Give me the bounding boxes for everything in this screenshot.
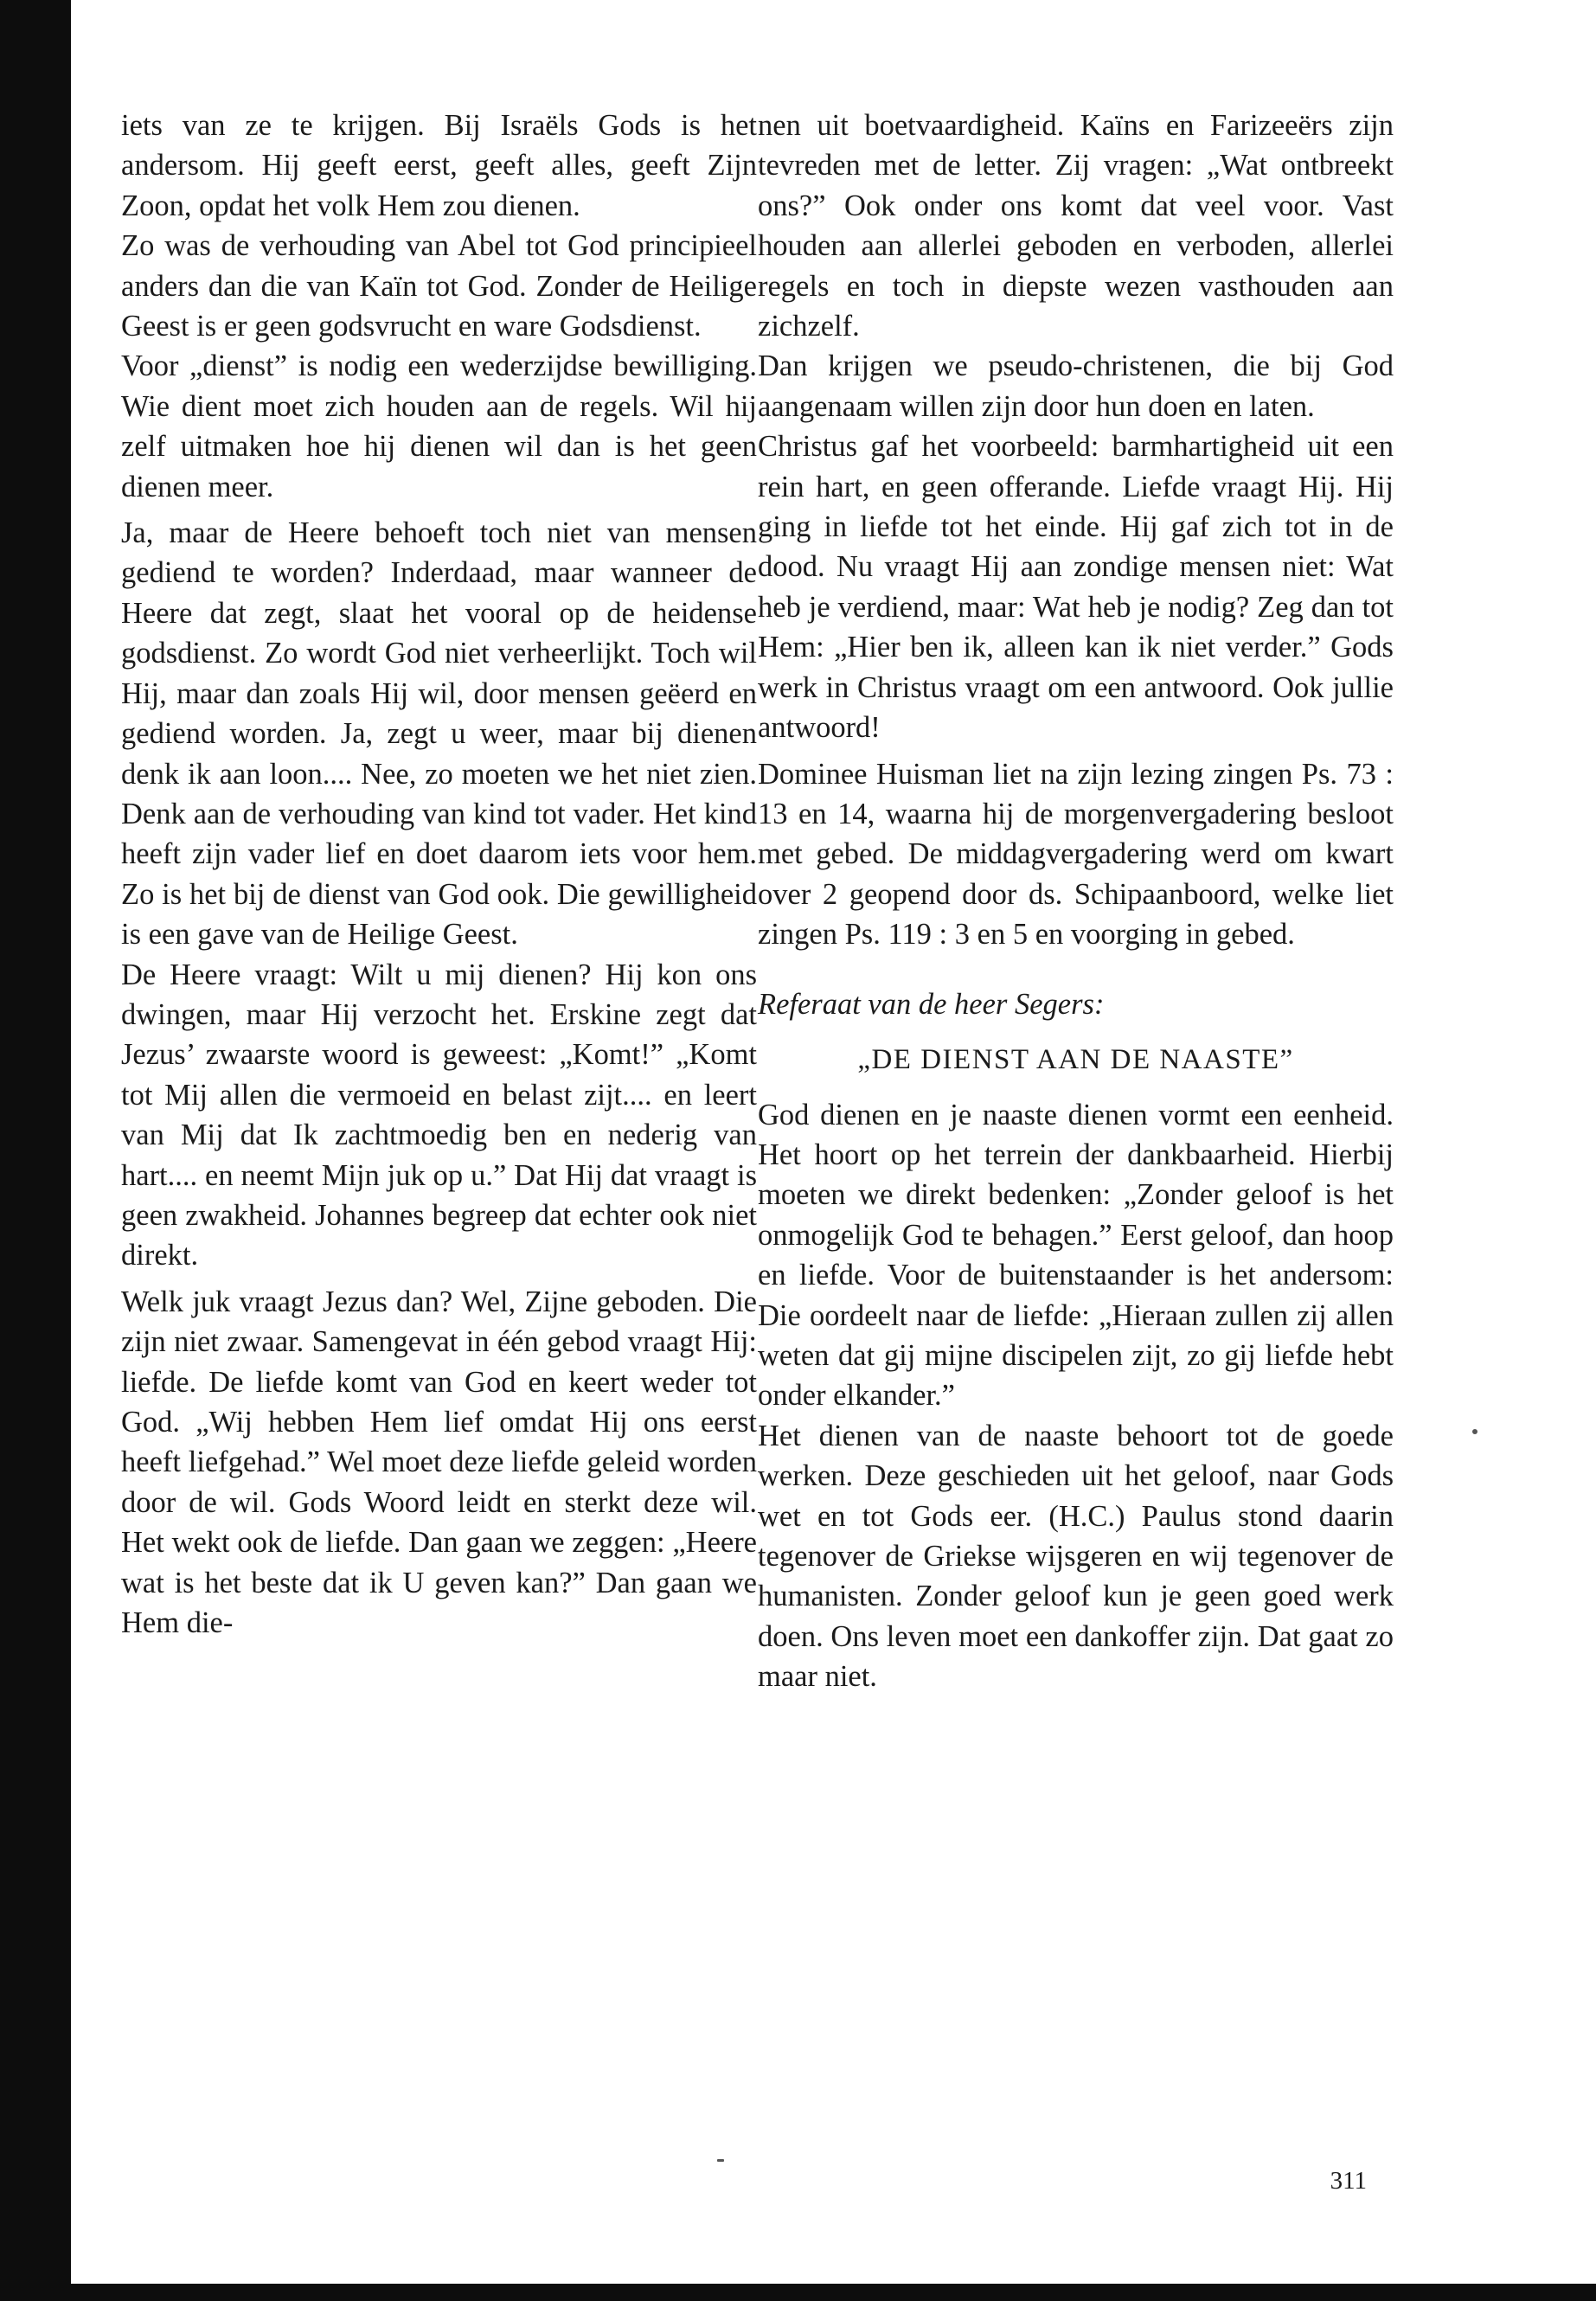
- left-column: [121, 106, 757, 1643]
- scan-speck: [1472, 1429, 1477, 1434]
- right-paragraph-3: Christus gaf het voorbeeld: barmhartigheid uit een rein hart, en geen offerande. Liefde vraagt Hij. Hij ging in liefde tot het einde. Hij gaf zich tot in de dood. Nu vraagt Hij aan zondige mensen niet: Wat heb je verdiend, maar: Wat heb je nodig? Zeg dan tot Hem: „Hier ben ik, alleen kan ik niet verder.” Gods werk in Christus vraagt om een antwoord. Ook jullie antwoord!: [758, 430, 1394, 745]
- right-paragraph-2: Dan krijgen we pseudo-christenen, die bij God aangenaam willen zijn door hun doen en laten.: [758, 349, 1394, 423]
- left-paragraph-2: Zo was de verhouding van Abel tot God principieel anders dan die van Kaïn tot God. Zonder de Heilige Geest is er geen godsvrucht en ware Godsdienst.: [121, 229, 757, 343]
- left-paragraph-3: Voor „dienst” is nodig een wederzijdse bewilliging. Wie dient moet zich houden aan de regels. Wil hij zelf uitmaken hoe hij dienen wil dan is het geen dienen meer.: [121, 349, 757, 503]
- section-label: Referaat van de heer Segers:: [758, 987, 1105, 1021]
- page-number: 311: [1330, 2167, 1367, 2195]
- left-paragraph-6: Welk juk vraagt Jezus dan? Wel, Zijne geboden. Die zijn niet zwaar. Samengevat in één gebod vraagt Hij: liefde. De liefde komt van God en keert weder tot God. „Wij hebben Hem lief omdat Hij ons eerst heeft liefgehad.” Wel moet deze liefde geleid worden door de wil. Gods Woord leidt en sterkt deze wil. Het wekt ook de liefde. Dan gaan we zeggen: „Heere wat is het beste dat ik U geven kan?” Dan gaan we Hem die-: [121, 1285, 757, 1640]
- right-paragraph-1: nen uit boetvaardigheid. Kaïns en Farizeeërs zijn tevreden met de letter. Zij vragen: „Wat ontbreekt ons?” Ook onder ons komt dat veel voor. Vast houden aan allerlei geboden en verboden, allerlei regels en toch in diepste wezen vasthouden aan zichzelf.: [758, 109, 1394, 343]
- left-paragraph-4: Ja, maar de Heere behoeft toch niet van mensen gediend te worden? Inderdaad, maar wanneer de Heere dat zegt, slaat het vooral op de heidense godsdienst. Zo wordt God niet verheerlijkt. Toch wil Hij, maar dan zoals Hij wil, door mensen geëerd en gediend worden. Ja, zegt u weer, maar bij dienen denk ik aan loon.... Nee, zo moeten we het niet zien. Denk aan de verhouding van kind tot vader. Het kind heeft zijn vader lief en doet daarom iets voor hem. Zo is het bij de dienst van God ook. Die gewilligheid is een gave van de Heilige Geest.: [121, 516, 757, 952]
- scan-border-bottom: [0, 2284, 1596, 2301]
- right-paragraph-5: God dienen en je naaste dienen vormt een eenheid. Het hoort op het terrein der dankbaarheid. Hierbij moeten we direkt bedenken: „Zonder geloof is het onmogelijk God te behagen.” Eerst geloof, dan hoop en liefde. Voor de buitenstaander is het andersom: Die oordeelt naar de liefde: „Hieraan zullen zij allen weten dat gij mijne discipelen zijt, zo gij liefde hebt onder elkander.”: [758, 1098, 1394, 1413]
- left-paragraph-1: iets van ze te krijgen. Bij Israëls Gods is het andersom. Hij geeft eerst, geeft alles, geeft Zijn Zoon, opdat het volk Hem zou dienen.: [121, 109, 757, 222]
- scan-speck: [717, 2159, 724, 2162]
- section-title: „DE DIENST AAN DE NAASTE”: [857, 1043, 1294, 1075]
- right-paragraph-4: Dominee Huisman liet na zijn lezing zingen Ps. 73 : 13 en 14, waarna hij de morgenvergadering besloot met gebed. De middagvergadering werd om kwart over 2 geopend door ds. Schipaanboord, welke liet zingen Ps. 119 : 3 en 5 en voorging in gebed.: [758, 757, 1394, 952]
- right-paragraph-6: Het dienen van de naaste behoort tot de goede werken. Deze geschieden uit het geloof, naar Gods wet en tot Gods eer. (H.C.) Paulus stond daarin tegenover de Griekse wijsgeren en wij tegenover de humanisten. Zonder geloof kun je geen goed werk doen. Ons leven moet een dankoffer zijn. Dat gaat zo maar niet.: [758, 1419, 1394, 1694]
- scan-border-left: [0, 0, 71, 2301]
- left-paragraph-5: De Heere vraagt: Wilt u mij dienen? Hij kon ons dwingen, maar Hij verzocht het. Erskine zegt dat Jezus’ zwaarste woord is geweest: „Komt!” „Komt tot Mij allen die vermoeid en belast zijt.... en leert van Mij dat Ik zachtmoedig ben en nederig van hart.... en neemt Mijn juk op u.” Dat Hij dat vraagt is geen zwakheid. Johannes begreep dat echter ook niet direkt.: [121, 958, 757, 1272]
- right-column: [758, 106, 1394, 1697]
